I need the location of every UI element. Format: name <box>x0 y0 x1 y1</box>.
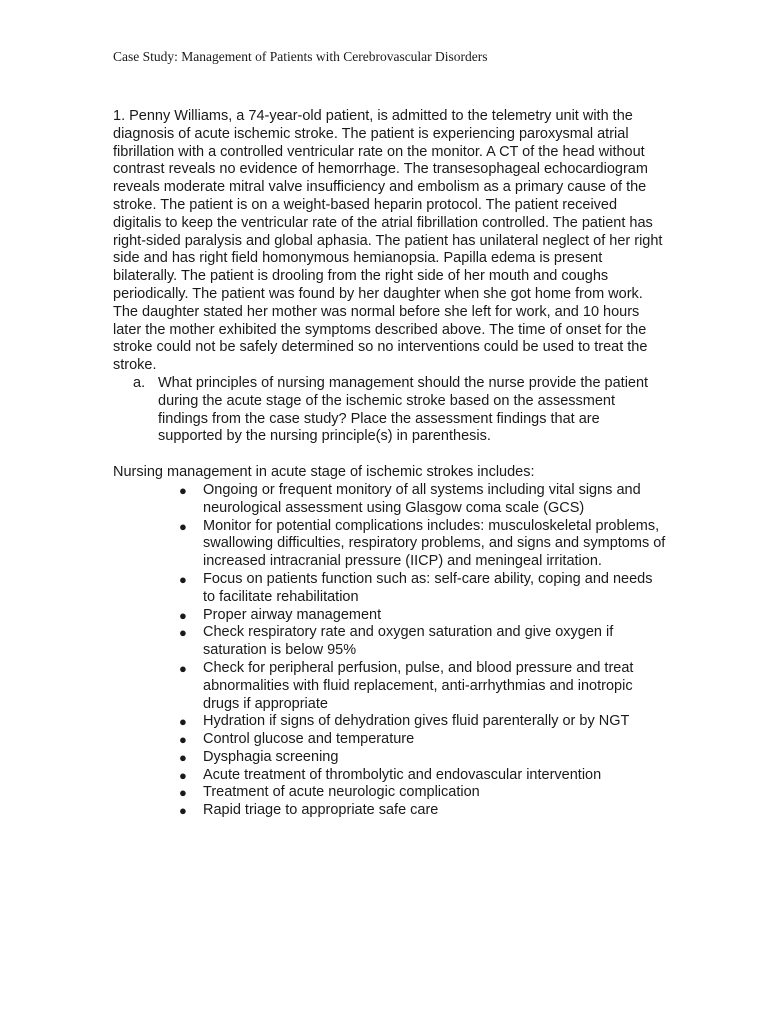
bullet-icon: ● <box>179 571 187 587</box>
list-item-text: Proper airway management <box>203 606 382 623</box>
list-item-text: Ongoing or frequent monitory of all systems including vital signs and neurological assessment using Glasgow coma scale (GCS) <box>203 481 641 516</box>
list-item-text: Dysphagia screening <box>203 748 339 765</box>
list-item <box>175 518 668 571</box>
bullet-icon: ● <box>179 749 187 765</box>
list-item-text: Check for peripheral perfusion, pulse, and blood pressure and treat abnormalities with fluid replacement, anti-arrhythmias and inotropic drugs if appropriate <box>203 659 634 712</box>
list-item-text: Focus on patients function such as: self-care ability, coping and needs to facilitate rehabilitation <box>203 570 653 605</box>
list-item-text: Hydration if signs of dehydration gives fluid parenterally or by NGT <box>203 713 630 730</box>
list-item-text: Monitor for potential complications includes: musculoskeletal problems, swallowing difficulties, respiratory problems, and signs and symptoms of increased intracranial pressure (IICP) and meningeal irritation. <box>203 517 666 570</box>
list-item <box>175 624 668 660</box>
bullet-icon: ● <box>179 767 187 783</box>
list-item <box>175 731 668 749</box>
list-item <box>175 607 668 625</box>
list-item-text: Acute treatment of thrombolytic and endovascular intervention <box>203 766 602 783</box>
list-item-text: Treatment of acute neurologic complication <box>203 784 480 801</box>
case-paragraph: 1. Penny Williams, a 74-year-old patient, is admitted to the telemetry unit with the diagnosis of acute ischemic stroke. The patient is experiencing paroxysmal atrial fibrillation with a controlled ventricular rate on the monitor. A CT of the head without contrast reveals no evidence of hemorrhage. The transesophageal echocardiogram reveals moderate mitral valve insufficiency and embolism as a primary cause of the stroke. The patient is on a weight-based heparin protocol. The patient received digitalis to keep the ventricular rate of the atrial fibrillation controlled. The patient has right-sided paralysis and global aphasia. The patient has unilateral neglect of her right side and has right field homonymous hemianopsia. Papilla edema is present bilaterally. The patient is drooling from the right side of her mouth and coughs periodically. The patient was found by her daughter when she got home from work. The daughter stated her mother was normal before she left for work, and 10 hours later the mother exhibited the symptoms described above. The time of onset for the stroke could not be safely determined so no interventions could be used to treat the stroke. <box>113 108 663 374</box>
list-item-text: Check respiratory rate and oxygen saturation and give oxygen if saturation is below 95% <box>203 624 614 659</box>
bullet-icon: ● <box>179 482 187 498</box>
list-item <box>175 767 668 785</box>
bullet-icon: ● <box>179 518 187 534</box>
question-a-text: What principles of nursing management should the nurse provide the patient during the acute stage of the ischemic stroke based on the assessment findings from the case study? Place the assessment findings that are supported by the nursing principle(s) in parenthesis. <box>158 374 649 445</box>
management-heading: Nursing management in acute stage of ischemic strokes includes: <box>113 464 535 481</box>
bullet-icon: ● <box>179 660 187 676</box>
bullet-icon: ● <box>179 714 187 730</box>
list-item-text: Control glucose and temperature <box>203 731 415 748</box>
document-body <box>113 108 668 820</box>
list-item <box>175 784 668 802</box>
management-list <box>113 482 668 820</box>
list-item <box>175 482 668 518</box>
bullet-icon: ● <box>179 607 187 623</box>
bullet-icon: ● <box>179 732 187 748</box>
list-item <box>175 571 668 607</box>
list-item <box>175 660 668 713</box>
list-item <box>175 749 668 767</box>
list-item-text: Rapid triage to appropriate safe care <box>203 802 439 819</box>
list-item <box>175 802 668 820</box>
list-item <box>175 713 668 731</box>
question-a <box>113 375 668 446</box>
bullet-icon: ● <box>179 625 187 641</box>
bullet-icon: ● <box>179 785 187 801</box>
bullet-icon: ● <box>179 803 187 819</box>
question-a-marker: a. <box>133 374 146 391</box>
document-title: Case Study: Management of Patients with Cerebrovascular Disorders <box>113 49 488 64</box>
